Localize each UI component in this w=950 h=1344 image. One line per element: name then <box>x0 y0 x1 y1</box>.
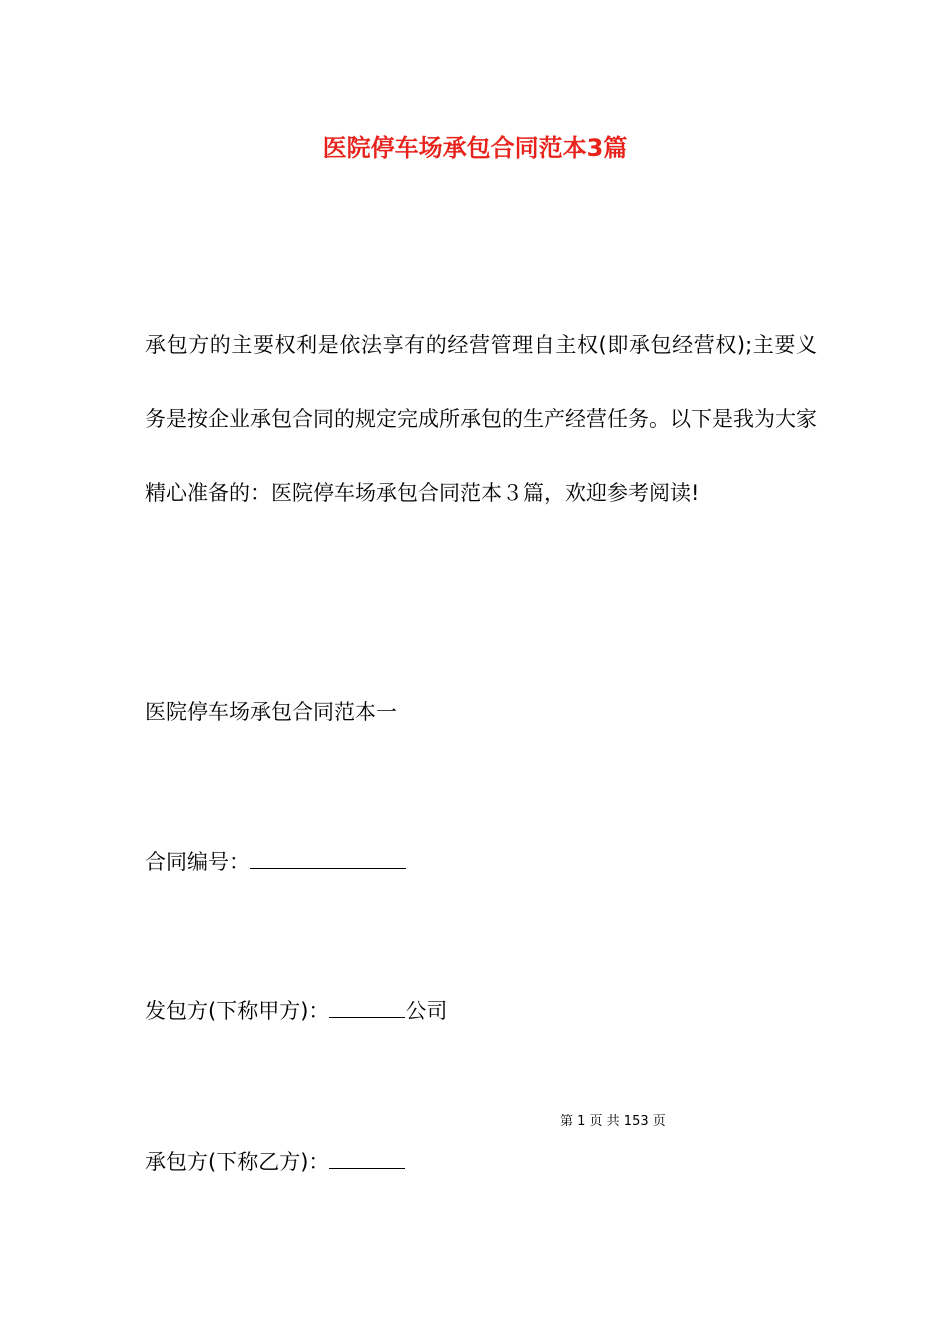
contract-number-label: 合同编号： <box>145 850 250 874</box>
party-b-blank <box>329 1146 405 1169</box>
contract-number-line <box>145 844 406 880</box>
section-heading: 医院停车场承包合同范本一 <box>145 700 397 724</box>
party-a-blank <box>329 995 405 1018</box>
intro-paragraph: 承包方的主要权利是依法享有的经营管理自主权(即承包经营权);主要义务是按企业承包合同的规定完成所承包的生产经营任务。以下是我为大家精心准备的：医院停车场承包合同范本３篇，欢迎参考阅读! <box>145 333 817 505</box>
party-b-line <box>145 1144 405 1180</box>
party-b-label: 承包方(下称乙方)： <box>145 1150 330 1174</box>
party-a-label: 发包方(下称甲方)： <box>145 999 330 1023</box>
contract-number-blank <box>250 846 406 869</box>
party-a-suffix: 公司 <box>405 999 448 1023</box>
document-title: 医院停车场承包合同范本3篇 <box>322 134 628 162</box>
page-number: 第 1 页 共 153 页 <box>560 1114 666 1129</box>
party-a-line <box>145 993 447 1029</box>
